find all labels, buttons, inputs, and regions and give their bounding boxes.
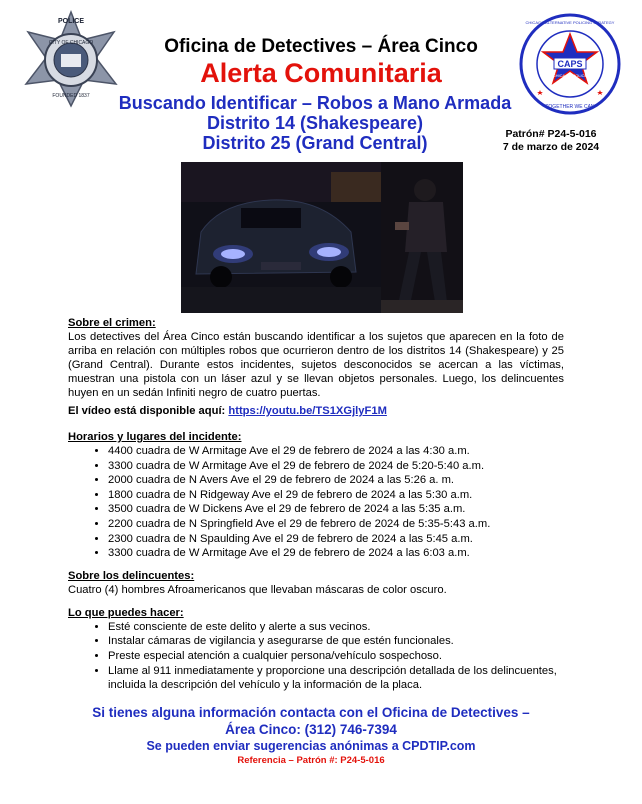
office-title: Oficina de Detectives – Área Cinco — [164, 36, 478, 57]
alert-title: Alerta Comunitaria — [200, 58, 442, 88]
crime-description: Los detectives del Área Cinco están buscando identificar a los sujetos que aparecen en la foto de arriba en relación con múltiples robos que ocurrieron dentro de los distritos 14 (Shakespeare) y 25 (Grand Central). Durante estos incidentes, sujetos desconocidos se acercan a las víctimas, muestran una pistola con un láser azul y se llevan objetos personales. Luego, los delincuentes huyen en un sedán Infiniti negro de cuatro puertas. — [68, 331, 564, 399]
suspect-person-photo — [381, 162, 463, 313]
contact-line-1: Si tienes alguna información contacta con el Oficina de Detectives – — [92, 705, 530, 720]
badge-top-text: POLICE — [57, 18, 85, 25]
caps-title: CAPS — [557, 59, 583, 69]
video-label: El vídeo está disponible aquí: — [68, 405, 226, 417]
incident-item: • 2300 cuadra de N Spaulding Ave el 29 de febrero de 2024 a las 5:45 a.m. — [108, 532, 564, 547]
contact-footer — [0, 704, 622, 767]
action-list — [68, 620, 564, 693]
incident-item: • 3300 cuadra de W Armitage Ave el 29 de febrero de 2024 a las 6:03 a.m. — [108, 546, 564, 561]
pattern-date: 7 de marzo de 2024 — [502, 141, 600, 153]
video-link[interactable]: https://youtu.be/TS1XGjlyF1M — [228, 405, 387, 417]
action-item: • Instalar cámaras de vigilancia y asegurarse de que estén funcionales. — [108, 634, 564, 649]
badge-ring-text: CITY OF CHICAGO — [48, 40, 94, 46]
incident-item: • 1800 cuadra de N Ridgeway Ave el 29 de febrero de 2024 a las 5:30 a.m. — [108, 488, 564, 503]
subtitle: Buscando Identificar – Robos a Mano Armada — [118, 93, 512, 113]
anonymous-tip-line: Se pueden enviar sugerencias anónimas a CPDTIP.com — [146, 739, 476, 753]
video-line — [68, 404, 564, 418]
caps-ring-bottom: TOGETHER WE CAN — [545, 104, 595, 110]
bulletin-body — [68, 313, 564, 693]
pattern-number: Patrón# P24-5-016 — [505, 128, 597, 140]
actions-heading: Lo que puedes hacer: — [68, 606, 184, 619]
incidents-heading: Horarios y lugares del incidente: — [68, 431, 242, 443]
incident-item: • 2000 cuadra de N Avers Ave el 29 de febrero de 2024 a las 5:26 a. m. — [108, 473, 564, 488]
crime-heading: Sobre el crimen: — [68, 317, 156, 329]
district-14: Distrito 14 (Shakespeare) — [206, 113, 424, 133]
offenders-description: Cuatro (4) hombres Afroamericanos que llevaban máscaras de color oscuro. — [68, 583, 447, 596]
suspect-vehicle-photo — [181, 162, 381, 313]
pattern-info — [496, 128, 606, 154]
incident-item: • 2200 cuadra de N Springfield Ave el 29 de febrero de 2024 de 5:35-5:43 a.m. — [108, 517, 564, 532]
incident-item: • 3300 cuadra de W Armitage Ave el 29 de febrero de 2024 de 5:20-5:40 a.m. — [108, 459, 564, 474]
incident-item: • 4400 cuadra de W Armitage Ave el 29 de febrero de 2024 a las 4:30 a.m. — [108, 444, 564, 459]
reference-line: Referencia – Patrón #: P24-5-016 — [237, 755, 385, 766]
district-25: Distrito 25 (Grand Central) — [202, 133, 428, 153]
action-item: • Preste especial atención a cualquier persona/vehículo sospechoso. — [108, 649, 564, 664]
action-item: • Esté consciente de este delito y alerte a sus vecinos. — [108, 620, 564, 635]
caps-small-text: CHICAGO POLICE — [552, 73, 588, 78]
action-item: • Llame al 911 inmediatamente y proporcione una descripción detallada de los delincuentes, incluida la descripción del vehículo y la información de la placa. — [108, 664, 564, 693]
contact-line-2: Área Cinco: (312) 746-7394 — [225, 722, 397, 737]
incident-list — [68, 444, 564, 561]
offenders-heading: Sobre los delincuentes: — [68, 569, 195, 582]
badge-bottom-text: FOUNDED 1837 — [52, 93, 90, 99]
caps-ring-top: CHICAGO ALTERNATIVE POLICING STRATEGY — [525, 20, 615, 25]
incident-item: • 3500 cuadra de W Dickens Ave el 29 de febrero de 2024 a las 5:35 a.m. — [108, 502, 564, 517]
